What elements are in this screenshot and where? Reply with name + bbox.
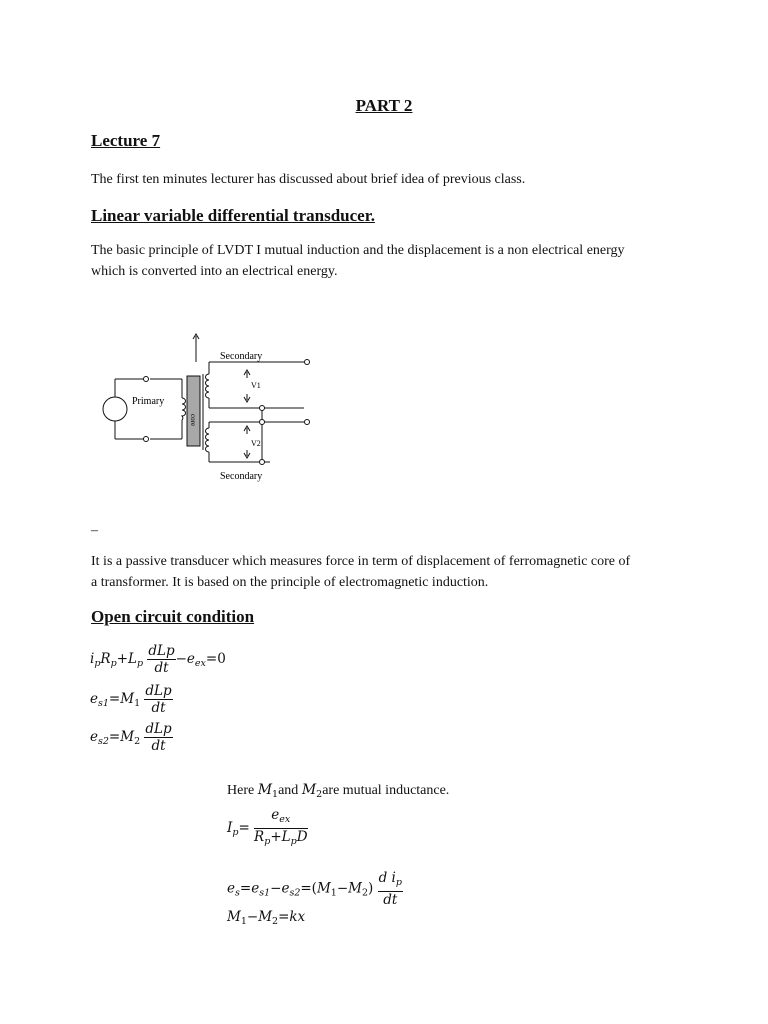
v2-label: V2 (251, 439, 261, 448)
equation-m-difference: $M_1-M_2=kx$ (227, 909, 306, 927)
passive-paragraph-line-2: a transformer. It is based on the principle of electromagnetic induction. (91, 574, 489, 590)
stray-dash: – (91, 523, 98, 538)
equation-es2: $e_{s2}=M_2$ $\frac{\text{dLp}}{dt}$ (90, 721, 172, 754)
lecture-title: Lecture 7 (91, 131, 161, 150)
passive-paragraph-line-1: It is a passive transducer which measures force in term of displacement of ferromagnetic core of (91, 554, 631, 569)
mutual-text-here: Here (227, 783, 258, 798)
intro-paragraph: The first ten minutes lecturer has discussed about brief idea of previous class. (91, 172, 526, 187)
lvdt-paragraph-line-2: which is converted into an electrical energy. (91, 263, 338, 279)
mutual-text-and: and (278, 783, 302, 798)
lvdt-diagram (90, 328, 330, 488)
lvdt-paragraph (91, 241, 701, 282)
secondary-bottom-label: Secondary (220, 471, 263, 482)
v1-label: V1 (251, 381, 261, 390)
secondary-top-label: Secondary (220, 351, 263, 362)
mutual-text-rest: are mutual inductance. (322, 783, 450, 798)
mutual-inductance-sentence: Here $M_1and$ $M_2are$ mutual inductance. (227, 782, 450, 800)
lvdt-paragraph-line-1: The basic principle of LVDT I mutual induction and the displacement is a non electrical energy (91, 243, 625, 258)
lvdt-heading: Linear variable differential transducer. (91, 206, 375, 225)
equation-es: $e_s=e_{s1}-e_{s2}=(M_1-M_2)$ $\frac{d i_p}{dt}$ (227, 870, 402, 908)
primary-label: Primary (132, 396, 165, 407)
equation-ip: $I_p=$ $\frac{e_{ex}}{R_p+L_pD}$ (227, 807, 308, 847)
passive-paragraph (91, 552, 711, 593)
equation-es1: $e_{s1}=M_1$ $\frac{\text{dLp}}{dt}$ (90, 683, 172, 716)
open-circuit-heading: Open circuit condition (91, 607, 255, 626)
core-label: core (189, 414, 197, 427)
part-title: PART 2 (355, 96, 413, 115)
equation-primary-loop: $i_pR_p+L_p$ $\frac{\text{dLp}}{dt}$ $-e_{ex}=0$ (90, 643, 226, 676)
